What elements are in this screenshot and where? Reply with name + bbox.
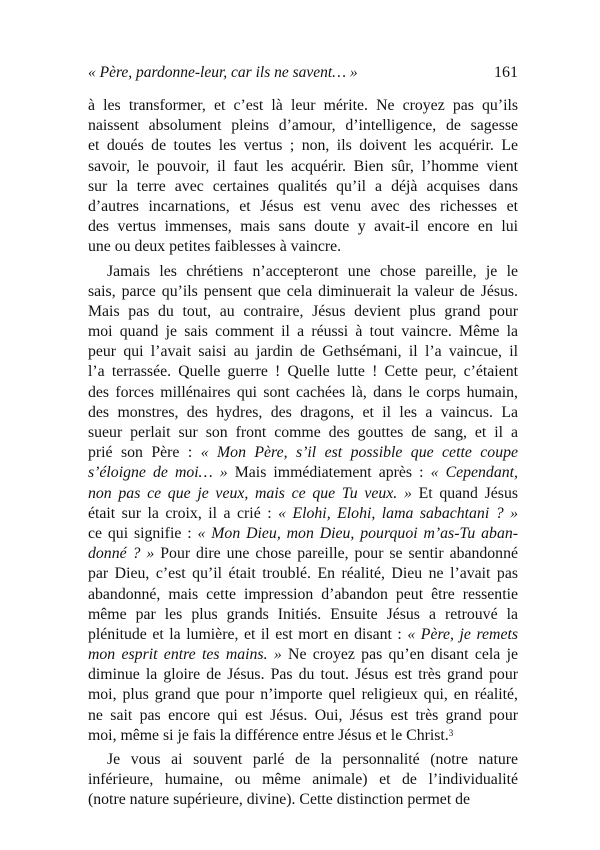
text-line bbox=[88, 544, 518, 564]
text-line bbox=[88, 136, 518, 156]
text-run: même par les plus grands Initiés. Ensuite Jésus a retrouvé la bbox=[88, 605, 518, 623]
text-run: des forces millénaires qui sont cachées là, dans le corps humain, bbox=[88, 383, 518, 401]
text-line bbox=[88, 706, 518, 726]
text-line bbox=[88, 322, 518, 342]
text-run: Mais immédiatement après : bbox=[227, 464, 431, 482]
text-line bbox=[88, 383, 518, 403]
italic-quote: « Cependant, bbox=[430, 464, 518, 482]
text-line bbox=[88, 197, 518, 217]
text-line bbox=[88, 790, 518, 810]
text-run: prié son Père : bbox=[88, 444, 201, 462]
text-run: Ne croyez pas qu’en disant cela je bbox=[281, 646, 518, 664]
italic-quote: donné ? » bbox=[88, 545, 155, 563]
text-line bbox=[88, 726, 518, 746]
text-line bbox=[88, 463, 518, 483]
text-run: inférieure, humaine, ou même animale) et de l’individualité bbox=[88, 771, 518, 789]
text-line bbox=[88, 625, 518, 645]
paragraph bbox=[88, 96, 518, 258]
italic-quote: s’éloigne de moi… » bbox=[88, 464, 228, 482]
text-line bbox=[88, 157, 518, 177]
text-run: Pour dire une chose pareille, pour se sentir abandonné bbox=[154, 545, 518, 563]
text-run: des vertus immenses, mais sans doute y avait-il encore en lui bbox=[88, 218, 518, 236]
text-run: moi quand je sais comment il a réussi à tout vaincre. Même la bbox=[88, 323, 518, 341]
text-line bbox=[88, 262, 518, 282]
text-run: par Dieu, c’est qu’il était troublé. En réalité, Dieu ne l’avait pas bbox=[88, 565, 518, 583]
text-line bbox=[88, 237, 518, 257]
text-line bbox=[88, 282, 518, 302]
text-run: ne sait pas encore qui est Jésus. Oui, Jésus est très grand pour bbox=[88, 706, 518, 724]
text-line bbox=[88, 96, 518, 116]
text-run: Jamais les chrétiens n’accepteront une chose pareille, je le bbox=[107, 262, 518, 280]
italic-quote: « Mon Père, s’il est possible que cette coupe bbox=[200, 444, 519, 462]
text-line bbox=[88, 750, 518, 770]
text-line bbox=[88, 645, 518, 665]
text-run: naissent absolument pleins d’amour, d’intelligence, de sagesse bbox=[88, 117, 518, 135]
italic-quote: « Elohi, Elohi, lama sabachtani ? » bbox=[278, 504, 518, 522]
text-line bbox=[88, 403, 518, 423]
text-run: et doués de toutes les vertus ; non, ils doivent les acquérir. Le bbox=[88, 137, 518, 155]
paragraph bbox=[88, 262, 518, 747]
text-run: abandonné, mais cette impression d’abandon peut être ressentie bbox=[88, 585, 518, 603]
text-line bbox=[88, 770, 518, 790]
text-run: d’autres incarnations, et Jésus est venu avec des richesses et bbox=[88, 197, 518, 215]
text-run: une ou deux petites faiblesses à vaincre. bbox=[88, 238, 342, 256]
text-run: Et quand Jésus bbox=[411, 484, 518, 502]
text-run: sais, parce qu’ils pensent que cela diminuerait la valeur de Jésus. bbox=[88, 282, 518, 300]
text-run: Je vous ai souvent parlé de la personnalité (notre nature bbox=[107, 751, 518, 768]
page-number: 161 bbox=[494, 64, 518, 81]
text-line bbox=[88, 443, 518, 463]
text-run: ce qui signifie : bbox=[88, 524, 198, 542]
text-line bbox=[88, 685, 518, 705]
text-run: sur la terre avec certaines qualités qu’il a déjà acquises dans bbox=[88, 177, 518, 195]
text-run: peur qui l’avait saisi au jardin de Gethsémani, il l’a vaincue, il bbox=[88, 343, 518, 361]
text-line bbox=[88, 342, 518, 362]
text-line bbox=[88, 302, 518, 322]
text-run: moi, même si je fais la différence entre Jésus et le Christ. bbox=[88, 726, 449, 744]
text-line bbox=[88, 504, 518, 524]
running-header bbox=[88, 62, 518, 84]
text-line bbox=[88, 585, 518, 605]
text-line bbox=[88, 423, 518, 443]
text-line bbox=[88, 665, 518, 685]
text-line bbox=[88, 116, 518, 136]
text-run: (notre nature supérieure, divine). Cette distinction permet de bbox=[88, 791, 471, 809]
text-run: moi, plus grand que pour n’importe quel religieux qui, en réalité, bbox=[88, 686, 518, 704]
paragraph bbox=[88, 750, 518, 811]
italic-quote: non pas ce que je veux, mais ce que Tu veux. » bbox=[88, 484, 412, 502]
text-run: sueur perlait sur son front comme des gouttes de sang, et il a bbox=[88, 424, 518, 441]
italic-quote: « Père, je remets bbox=[407, 625, 518, 643]
text-run: à les transformer, et c’est là leur mérite. Ne croyez pas qu’ils bbox=[88, 97, 518, 114]
text-line bbox=[88, 484, 518, 504]
italic-quote: « Mon Dieu, mon Dieu, pourquoi m’as-Tu aban- bbox=[197, 524, 519, 542]
body-text bbox=[88, 96, 518, 815]
text-line bbox=[88, 217, 518, 237]
text-line bbox=[88, 605, 518, 625]
footnote-ref: 3 bbox=[448, 727, 454, 738]
text-run: plénitude et la lumière, et il est mort en disant : bbox=[88, 625, 408, 643]
text-run: l’a terrassée. Quelle guerre ! Quelle lutte ! Cette peur, c’étaient bbox=[88, 363, 518, 381]
text-line bbox=[88, 362, 518, 382]
text-run: diminue la gloire de Jésus. Pas du tout. Jésus est très grand pour bbox=[88, 666, 518, 684]
text-run: Mais pas du tout, au contraire, Jésus devient plus grand pour bbox=[88, 302, 518, 320]
text-run: était sur la croix, il a crié : bbox=[88, 504, 279, 522]
running-title: « Père, pardonne-leur, car ils ne savent… » bbox=[88, 64, 358, 81]
text-run: savoir, le pouvoir, il faut les acquérir. Bien sûr, l’homme vient bbox=[88, 157, 518, 175]
italic-quote: mon esprit entre tes mains. » bbox=[88, 646, 282, 664]
text-line bbox=[88, 177, 518, 197]
text-line bbox=[88, 564, 518, 584]
text-run: des monstres, des hydres, des dragons, et il les a vaincus. La bbox=[88, 403, 518, 421]
text-line bbox=[88, 524, 518, 544]
